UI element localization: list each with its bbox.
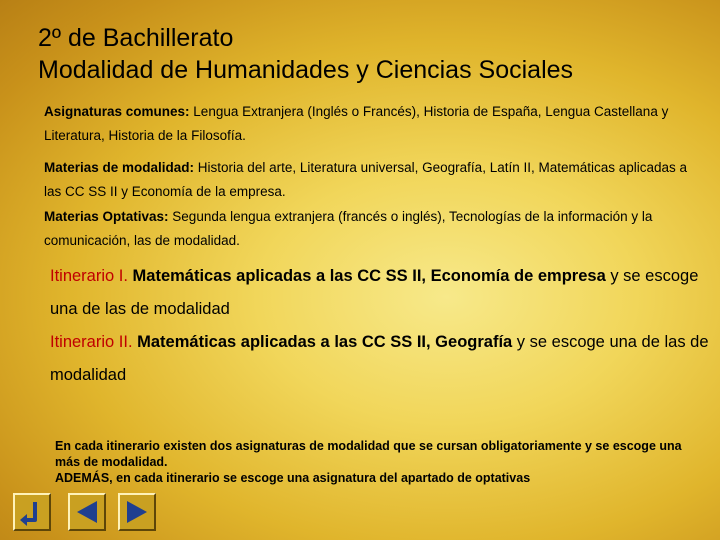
materias-modalidad — [44, 156, 704, 204]
title-line-1: 2º de Bachillerato — [38, 24, 234, 52]
asignaturas-comunes-label: Asignaturas comunes: — [44, 104, 190, 119]
note-line-1: En cada itinerario existen dos asignaturas de modalidad que se cursan obligatoriamente y se escoge una más de modalidad. — [55, 439, 682, 469]
previous-button[interactable] — [68, 493, 106, 531]
materias-modalidad-text: Historia del arte, Literatura universal, Geografía, Latín II, Matemáticas aplicadas a las CC SS II y Economía de la empresa. — [44, 160, 688, 199]
triangle-left-icon — [70, 495, 104, 529]
itinerario-2-label: Itinerario II. — [50, 333, 133, 351]
next-button[interactable] — [118, 493, 156, 531]
return-arrow-icon — [15, 495, 49, 529]
asignaturas-comunes-text: Lengua Extranjera (Inglés o Francés), Historia de España, Lengua Castellana y Literatura, Historia de la Filosofía. — [44, 104, 669, 143]
itinerario-1 — [50, 260, 710, 326]
itinerario-1-rest: y se escoge una de las de modalidad — [50, 267, 699, 318]
itinerario-1-materias: Matemáticas aplicadas a las CC SS II, Economía de empresa — [127, 267, 606, 285]
itinerario-note — [55, 438, 695, 486]
page-title — [38, 22, 573, 86]
materias-modalidad-label: Materias de modalidad: — [44, 160, 195, 175]
note-line-2: ADEMÁS, en cada itinerario se escoge una asignatura del apartado de optativas — [55, 471, 531, 485]
triangle-right-icon — [120, 495, 154, 529]
materias-optativas — [44, 205, 704, 253]
itinerario-2 — [50, 326, 710, 392]
asignaturas-comunes — [44, 100, 704, 148]
materias-optativas-text: Segunda lengua extranjera (francés o inglés), Tecnologías de la información y la comunicación, las de modalidad. — [44, 209, 653, 248]
itinerario-1-label: Itinerario I. — [50, 267, 128, 285]
title-line-2: Modalidad de Humanidades y Ciencias Sociales — [38, 56, 574, 84]
itinerario-2-materias: Matemáticas aplicadas a las CC SS II, Geografía — [132, 333, 513, 351]
return-button[interactable] — [13, 493, 51, 531]
itinerario-2-rest: y se escoge una de las de modalidad — [50, 333, 709, 384]
materias-optativas-label: Materias Optativas: — [44, 209, 169, 224]
